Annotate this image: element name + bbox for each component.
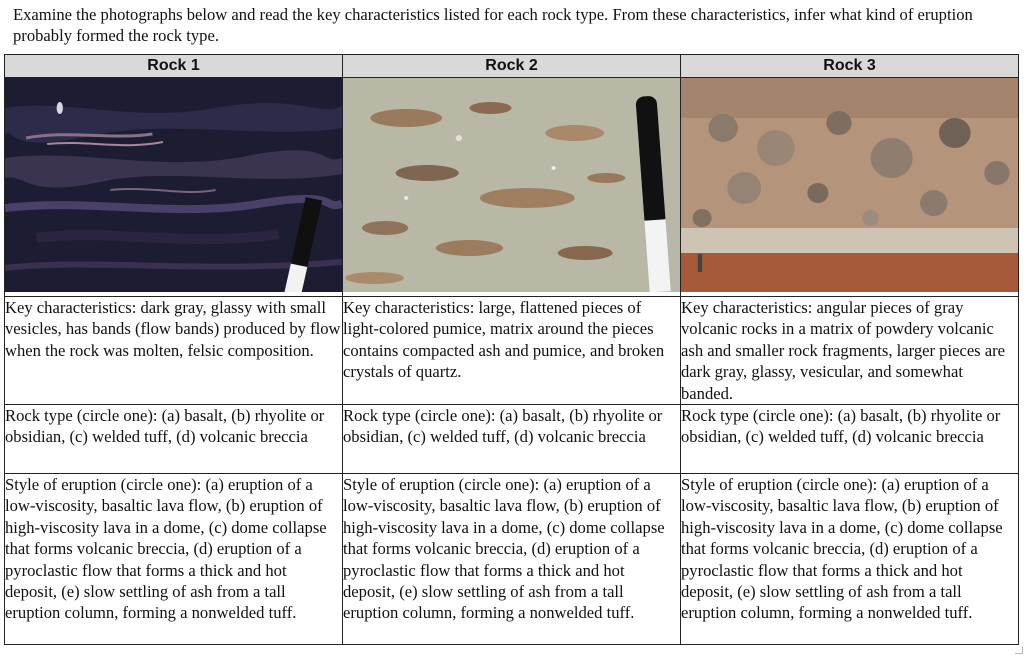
rock-1-key-characteristics: Key characteristics: dark gray, glassy with small vesicles, has bands (flow bands) produced by flow when the rock was molten, felsic composition. — [5, 297, 343, 405]
rock-1-heading: Rock 1 — [5, 55, 343, 78]
rock-3-heading: Rock 3 — [681, 55, 1019, 78]
rock-3-eruption-style-question[interactable]: Style of eruption (circle one): (a) eruption of a low-viscosity, basaltic lava flow, (b) eruption of high-viscosity lava in a dome, (c) dome collapse that forms volcanic breccia, (d) eruption of a pyroclastic flow that forms a thick and hot deposit, (e) slow settling of ash from a tall eruption column, forming a nonwelded tuff. — [681, 474, 1019, 645]
rock-3-photo-cell — [681, 78, 1019, 297]
rock-2-photo — [343, 78, 680, 292]
photo-row — [5, 78, 1019, 297]
page-corner-mark — [1015, 646, 1023, 654]
rock-1-eruption-style-question[interactable]: Style of eruption (circle one): (a) eruption of a low-viscosity, basaltic lava flow, (b) eruption of high-viscosity lava in a dome, (c) dome collapse that forms volcanic breccia, (d) eruption of a pyroclastic flow that forms a thick and hot deposit, (e) slow settling of ash from a tall eruption column, forming a nonwelded tuff. — [5, 474, 343, 645]
rock-2-eruption-style-question[interactable]: Style of eruption (circle one): (a) eruption of a low-viscosity, basaltic lava flow, (b) eruption of high-viscosity lava in a dome, (c) dome collapse that forms volcanic breccia, (d) eruption of a pyroclastic flow that forms a thick and hot deposit, (e) slow settling of ash from a tall eruption column, forming a nonwelded tuff. — [343, 474, 681, 645]
rock-3-rock-type-question[interactable]: Rock type (circle one): (a) basalt, (b) rhyolite or obsidian, (c) welded tuff, (d) volcanic breccia — [681, 405, 1019, 474]
rock-2-key-characteristics: Key characteristics: large, flattened pieces of light-colored pumice, matrix around the pieces contains compacted ash and pumice, and broken crystals of quartz. — [343, 297, 681, 405]
rock-2-heading: Rock 2 — [343, 55, 681, 78]
rock-3-photo — [681, 78, 1018, 292]
rock-1-rock-type-question[interactable]: Rock type (circle one): (a) basalt, (b) rhyolite or obsidian, (c) welded tuff, (d) volcanic breccia — [5, 405, 343, 474]
instructions-text: Examine the photographs below and read the key characteristics listed for each rock type. From these characteristics, infer what kind of eruption probably formed the rock type. — [13, 5, 973, 45]
rock-2-photo-cell — [343, 78, 681, 297]
key-characteristics-row — [5, 297, 1019, 405]
rock-type-row — [5, 405, 1019, 474]
eruption-style-row — [5, 474, 1019, 645]
header-row — [5, 55, 1019, 78]
rock-1-photo-cell — [5, 78, 343, 297]
rock-1-photo — [5, 78, 342, 292]
rock-worksheet-table — [4, 54, 1019, 645]
rock-3-key-characteristics: Key characteristics: angular pieces of gray volcanic rocks in a matrix of powdery volcanic ash and smaller rock fragments, larger pieces are dark gray, glassy, vesicular, and somewhat banded. — [681, 297, 1019, 405]
rock-2-rock-type-question[interactable]: Rock type (circle one): (a) basalt, (b) rhyolite or obsidian, (c) welded tuff, (d) volcanic breccia — [343, 405, 681, 474]
